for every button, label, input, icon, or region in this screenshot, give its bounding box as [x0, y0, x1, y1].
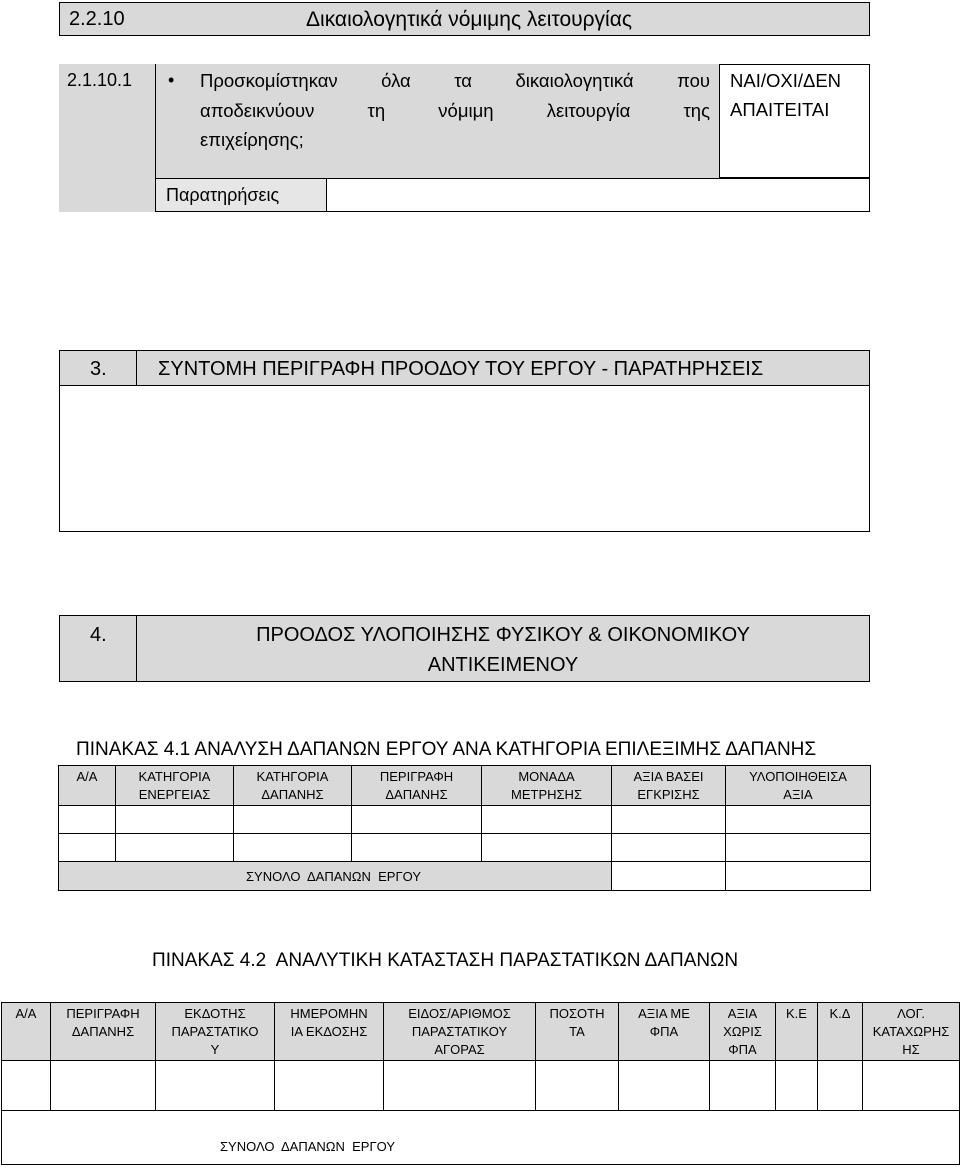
remarks-field[interactable] [326, 178, 870, 212]
col-header-activity-category: ΚΑΤΗΓΟΡΙΑ ΕΝΕΡΓΕΙΑΣ [116, 766, 234, 806]
table-cell[interactable] [776, 1061, 818, 1111]
table-4-2 [1, 1002, 960, 1165]
table-cell[interactable] [234, 806, 352, 834]
question-line-1: Προσκομίστηκαν όλα τα δικαιολογητικά που [200, 70, 710, 91]
table-4-1 [58, 765, 871, 891]
col-header-ke: Κ.Ε [776, 1003, 818, 1061]
table-row [2, 1061, 960, 1111]
total-implemented-cell[interactable] [726, 862, 871, 891]
table-cell[interactable] [51, 1061, 156, 1111]
item-number: 2.1.10.1 [67, 70, 133, 90]
col-header-accounting-entry: ΛΟΓ. ΚΑΤΑΧΩΡΗΣ ΗΣ [863, 1003, 960, 1061]
item-2-1-10-1 [59, 64, 870, 212]
table-cell[interactable] [612, 834, 726, 862]
section-4-title-line-1: ΠΡΟΟΔΟΣ ΥΛΟΠΟΙΗΣΗΣ ΦΥΣΙΚΟΥ & ΟΙΚΟΝΟΜΙΚΟΥ [256, 624, 750, 646]
section-4-number: 4. [90, 624, 107, 646]
answer-line-1: ΝΑΙ/ΟΧΙ/ΔΕΝ [730, 70, 842, 91]
table-4-2-header-row [2, 1003, 960, 1061]
item-number-cell [59, 64, 155, 212]
answer-cell [719, 64, 870, 178]
col-header-implemented-value: ΥΛΟΠΟΙΗΘΕΙΣΑ ΑΞΙΑ [726, 766, 871, 806]
table-4-1-total-row [59, 862, 871, 891]
answer-line-2: ΑΠΑΙΤΕΙΤΑΙ [730, 99, 830, 120]
col-header-aa: Α/Α [59, 766, 116, 806]
col-header-aa: Α/Α [2, 1003, 51, 1061]
section-2-2-10-header [59, 2, 870, 36]
table-cell[interactable] [482, 834, 612, 862]
table-cell[interactable] [234, 834, 352, 862]
table-cell[interactable] [726, 834, 871, 862]
col-header-approved-value: ΑΞΙΑ ΒΑΣΕΙ ΕΓΚΡΙΣΗΣ [612, 766, 726, 806]
table-4-2-caption: ΠΙΝΑΚΑΣ 4.2 ΑΝΑΛΥΤΙΚΗ ΚΑΤΑΣΤΑΣΗ ΠΑΡΑΣΤΑΤΙΚΩΝ ΔΑΠΑΝΩΝ [152, 950, 739, 971]
table-cell[interactable] [275, 1061, 384, 1111]
section-4-header [59, 615, 870, 682]
table-cell[interactable] [863, 1061, 960, 1111]
total-label-cell [2, 1111, 960, 1165]
question-line-3: επιχείρησης; [200, 129, 304, 150]
table-cell[interactable] [352, 806, 482, 834]
section-3-number: 3. [90, 358, 107, 380]
table-cell[interactable] [384, 1061, 536, 1111]
total-label: ΣΥΝΟΛΟ ΔΑΠΑΝΩΝ ΕΡΓΟΥ [246, 868, 421, 884]
table-cell[interactable] [59, 834, 116, 862]
table-cell[interactable] [59, 806, 116, 834]
section-number: 2.2.10 [69, 8, 125, 30]
table-cell[interactable] [482, 806, 612, 834]
table-4-1-header-row [59, 766, 871, 806]
remarks-label: Παρατηρήσεις [166, 185, 280, 205]
section-3-title: ΣΥΝΤΟΜΗ ΠΕΡΙΓΡΑΦΗ ΠΡΟΟΔΟΥ ΤΟΥ ΕΡΓΟΥ - ΠΑΡΑΤΗΡΗΣΕΙΣ [158, 358, 764, 380]
table-cell[interactable] [116, 806, 234, 834]
table-4-2-total-row [2, 1111, 960, 1165]
table-cell[interactable] [612, 806, 726, 834]
question-cell [155, 64, 719, 178]
col-header-issue-date: ΗΜΕΡΟΜΗΝ ΙΑ ΕΚΔΟΣΗΣ [275, 1003, 384, 1061]
section-4-title-line-2: ΑΝΤΙΚΕΙΜΕΝΟΥ [427, 654, 579, 676]
section-3-divider [136, 351, 137, 385]
col-header-expense-category: ΚΑΤΗΓΟΡΙΑ ΔΑΠΑΝΗΣ [234, 766, 352, 806]
table-row [59, 806, 871, 834]
bullet: • [168, 70, 175, 90]
table-cell[interactable] [156, 1061, 275, 1111]
table-cell[interactable] [818, 1061, 863, 1111]
col-header-value-with-vat: ΑΞΙΑ ΜΕ ΦΠΑ [619, 1003, 710, 1061]
total-label-cell [59, 862, 612, 891]
table-cell[interactable] [352, 834, 482, 862]
total-approved-cell[interactable] [612, 862, 726, 891]
table-cell[interactable] [710, 1061, 776, 1111]
col-header-issuer: ΕΚΔΟΤΗΣ ΠΑΡΑΣΤΑΤΙΚΟ Υ [156, 1003, 275, 1061]
table-cell[interactable] [116, 834, 234, 862]
col-header-document-type-number: ΕΙΔΟΣ/ΑΡΙΘΜΟΣ ΠΑΡΑΣΤΑΤΙΚΟΥ ΑΓΟΡΑΣ [384, 1003, 536, 1061]
table-cell[interactable] [2, 1061, 51, 1111]
remarks-label-cell [155, 178, 326, 212]
section-title: Δικαιολογητικά νόμιμης λειτουργίας [306, 8, 632, 31]
question-line-2: αποδεικνύουν τη νόμιμη λειτουργία της [200, 100, 710, 121]
col-header-expense-description: ΠΕΡΙΓΡΑΦΗ ΔΑΠΑΝΗΣ [352, 766, 482, 806]
table-4-1-caption: ΠΙΝΑΚΑΣ 4.1 ΑΝΑΛΥΣΗ ΔΑΠΑΝΩΝ ΕΡΓΟΥ ΑΝΑ ΚΑΤΗΓΟΡΙΑ ΕΠΙΛΕΞΙΜΗΣ ΔΑΠΑΝΗΣ [76, 739, 817, 760]
table-cell[interactable] [536, 1061, 619, 1111]
table-row [59, 834, 871, 862]
col-header-unit: ΜΟΝΑΔΑ ΜΕΤΡΗΣΗΣ [482, 766, 612, 806]
col-header-expense-description: ΠΕΡΙΓΡΑΦΗ ΔΑΠΑΝΗΣ [51, 1003, 156, 1061]
col-header-kd: Κ.Δ [818, 1003, 863, 1061]
table-cell[interactable] [726, 806, 871, 834]
section-3-header [59, 350, 870, 386]
section-3-text-area[interactable] [59, 385, 870, 532]
total-label: ΣΥΝΟΛΟ ΔΑΠΑΝΩΝ ΕΡΓΟΥ [220, 1139, 395, 1154]
col-header-value-without-vat: ΑΞΙΑ ΧΩΡΙΣ ΦΠΑ [710, 1003, 776, 1061]
table-cell[interactable] [619, 1061, 710, 1111]
col-header-quantity: ΠΟΣΟΤΗ ΤΑ [536, 1003, 619, 1061]
